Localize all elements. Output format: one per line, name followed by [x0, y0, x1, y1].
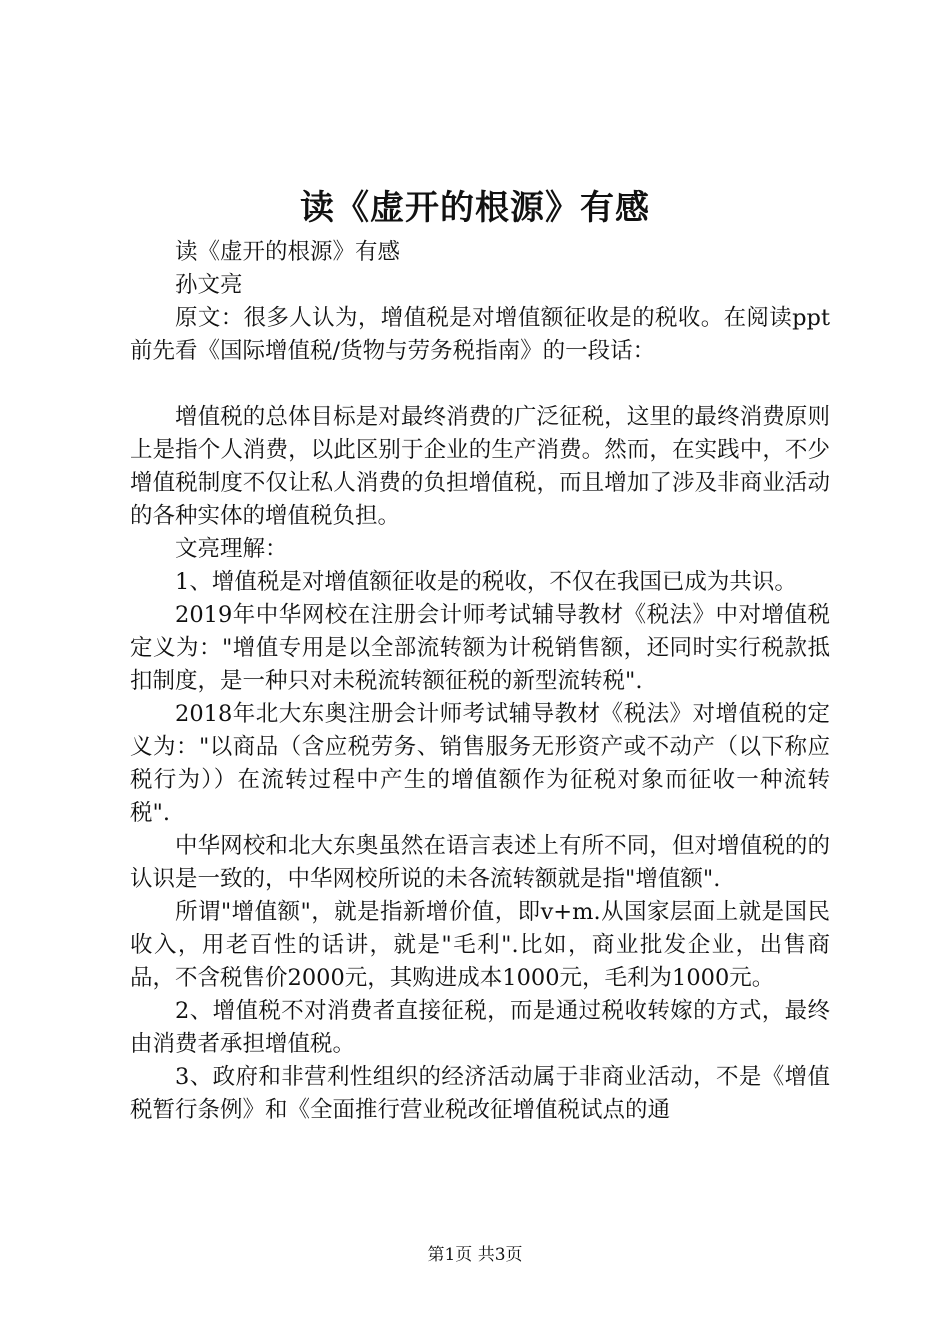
subtitle-line: 读《虚开的根源》有感	[175, 239, 401, 265]
paragraph-point-2: 2、增值税不对消费者直接征税，而是通过税收转嫁的方式，最终由消费者承担增值税。	[130, 998, 830, 1057]
paragraph-point-3: 3、政府和非营利性组织的经济活动属于非商业活动，不是《增值税暂行条例》和《全面推行营业税改征增值税试点的通	[130, 1064, 830, 1123]
paragraph-point-1: 1、增值税是对增值额征收是的税收，不仅在我国已成为共识。	[175, 569, 797, 595]
paragraph-2019-definition: 2019年中华网校在注册会计师考试辅导教材《税法》中对增值税定义为："增值专用是以全部流转额为计税销售额，还同时实行税款抵扣制度，是一种只对未税流转额征税的新型流转税".	[130, 602, 830, 694]
document-title: 读《虚开的根源》有感	[300, 188, 650, 228]
paragraph-original: 原文：很多人认为，增值税是对增值额征收是的税收。在阅读ppt前先看《国际增值税/货物与劳务税指南》的一段话：	[130, 305, 830, 364]
paragraph-quote: 增值税的总体目标是对最终消费的广泛征税，这里的最终消费原则上是指个人消费，以此区别于企业的生产消费。然而，在实践中，不少增值税制度不仅让私人消费的负担增值税，而且增加了涉及非商业活动的各种实体的增值税负担。	[130, 404, 830, 529]
paragraph-value-added-amount: 所谓"增值额"，就是指新增价值，即v+m.从国家层面上就是国民收入，用老百性的话讲，就是"毛利".比如，商业批发企业，出售商品，不含税售价2000元，其购进成本1000元，毛利为1000元。	[130, 899, 830, 991]
paragraph-comparison: 中华网校和北大东奥虽然在语言表述上有所不同，但对增值税的的认识是一致的，中华网校所说的未各流转额就是指"增值额".	[130, 833, 830, 892]
page-footer: 第1页 共3页	[427, 1245, 523, 1265]
document-body	[130, 236, 830, 1127]
paragraph-understanding-heading: 文亮理解：	[175, 536, 288, 562]
paragraph-2018-definition: 2018年北大东奥注册会计师考试辅导教材《税法》对增值税的定义为："以商品（含应税劳务、销售服务无形资产或不动产（以下称应税行为））在流转过程中产生的增值额作为征税对象而征收一种流转税".	[130, 701, 830, 826]
author-line: 孙文亮	[175, 272, 243, 298]
